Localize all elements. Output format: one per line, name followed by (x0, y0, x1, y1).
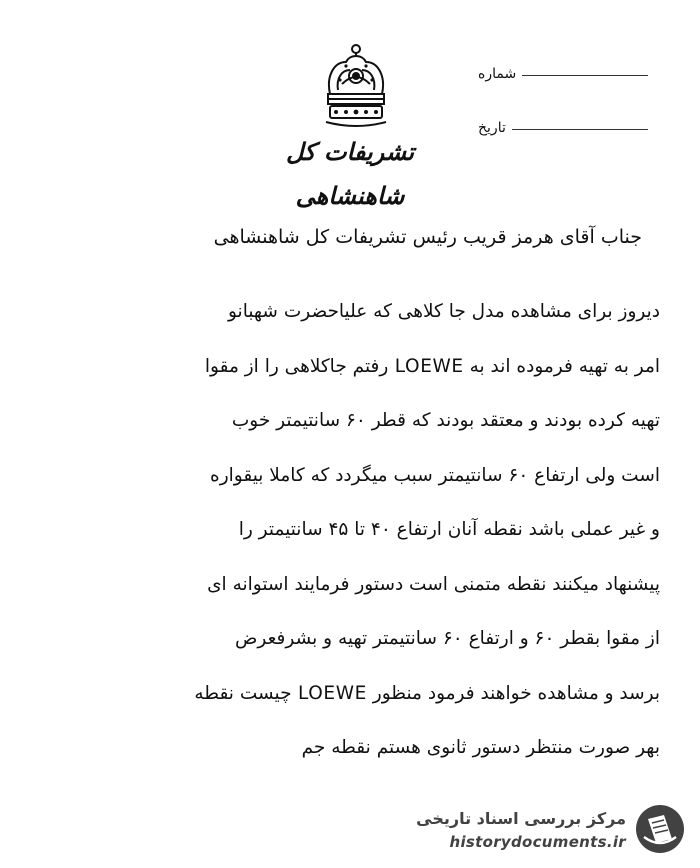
letterhead-title: تشریفات کل شاهنشاهی (285, 137, 414, 210)
date-line (512, 117, 648, 130)
body-line: پیشنهاد میکنند نقطه متمنی است دستور فرمایند استوانه ای (207, 573, 660, 595)
letter-body (40, 292, 660, 783)
archive-logo-icon (634, 803, 686, 855)
body-line: و غیر عملی باشد نقطه آنان ارتفاع ۴۰ تا ۴۵ سانتیمتر را (238, 519, 660, 540)
body-line: امر به تهیه فرموده اند به LOEWE رفتم جاکلاهی را از مقوا (204, 355, 660, 377)
number-label: شماره (478, 66, 517, 82)
date-field (478, 112, 648, 136)
body-line: از مقوا بقطر ۶۰ و ارتفاع ۶۰ سانتیمتر تهیه و بشرفعرض (235, 628, 660, 649)
number-field (478, 58, 648, 82)
body-line: تهیه کرده بودند و معتقد بودند که قطر ۶۰ سانتیمتر خوب (231, 410, 660, 431)
watermark-text (416, 806, 626, 852)
body-line: دیروز برای مشاهده مدل جا کلاهی که علیاحضرت شهبانو (227, 301, 660, 322)
body-line: است ولی ارتفاع ۶۰ سانتیمتر سبب میگردد که کاملا بیقواره (210, 464, 660, 486)
watermark-title: مرکز بررسی اسناد تاریخی (416, 809, 626, 828)
date-label: تاریخ (478, 120, 506, 136)
archive-watermark (386, 798, 686, 860)
number-line (522, 63, 648, 76)
body-line: برسد و مشاهده خواهند فرمود منظور LOEWE چیست نقطه (194, 682, 660, 704)
addressee-line: جناب آقای هرمز قریب رئیس تشریفات کل شاهنشاهی (213, 226, 642, 248)
body-line: بهر صورت منتظر دستور ثانوی هستم نقطه جم (301, 737, 660, 758)
crown-emblem-icon (316, 40, 396, 128)
watermark-url: historydocuments.ir (449, 833, 626, 851)
